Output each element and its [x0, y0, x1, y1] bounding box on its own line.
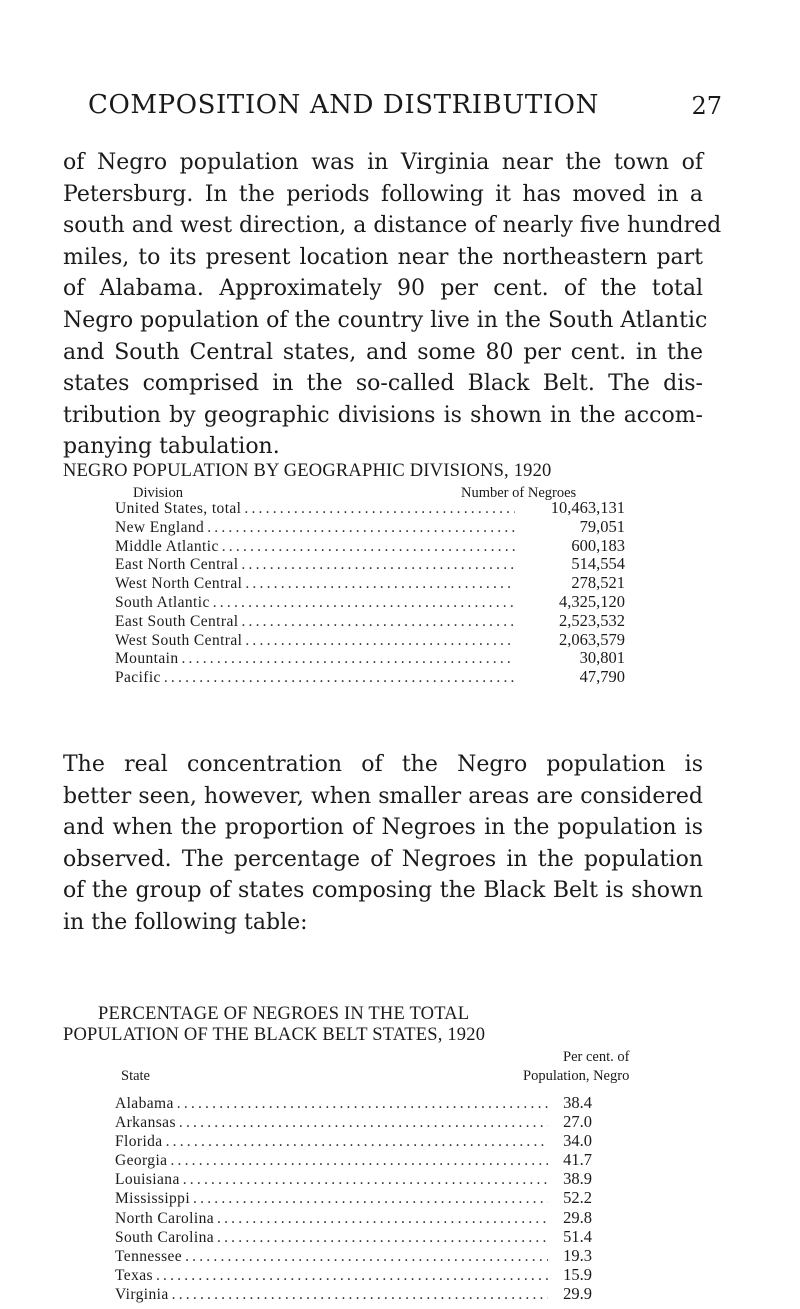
table-row	[115, 518, 625, 537]
table-row	[115, 612, 625, 631]
row-value: 19.3	[563, 1245, 592, 1265]
leader-dots	[166, 1132, 548, 1151]
table1	[115, 499, 625, 687]
row-label: United States, total	[115, 500, 242, 517]
leader-dots	[185, 1247, 548, 1266]
row-label: West North Central	[115, 575, 243, 593]
row-label: Georgia	[115, 1152, 168, 1170]
leader-dots	[241, 556, 515, 575]
row-label: Pacific	[115, 669, 161, 687]
table2-col-percent-line1: Per cent. of	[563, 1049, 630, 1065]
table1-col-division: Division	[133, 485, 183, 501]
paragraph-line: and when the proportion of Negroes in the population is	[63, 815, 703, 841]
table-row	[115, 1150, 592, 1169]
row-value: 30,801	[579, 648, 625, 668]
table-row	[115, 555, 625, 574]
row-label: Arkansas	[115, 1114, 176, 1132]
row-value: 278,521	[571, 573, 625, 593]
row-label: East North Central	[115, 556, 239, 574]
row-label: South Carolina	[115, 1228, 215, 1246]
table-row	[115, 631, 625, 650]
leader-dots	[222, 538, 515, 557]
table-row	[115, 649, 625, 668]
row-value: 2,063,579	[559, 629, 625, 649]
row-value: 38.9	[563, 1169, 592, 1189]
row-label: Middle Atlantic	[115, 537, 219, 555]
table-row	[115, 593, 625, 612]
table-row	[115, 1284, 592, 1303]
table-row	[115, 1093, 592, 1112]
row-label: Florida	[115, 1133, 163, 1151]
table-row	[115, 537, 625, 556]
paragraph-line: The real concentration of the Negro population is	[63, 752, 703, 777]
leader-dots	[172, 1285, 548, 1304]
row-value: 15.9	[563, 1264, 592, 1284]
row-label: North Carolina	[115, 1209, 215, 1227]
leader-dots	[156, 1266, 548, 1285]
table-row	[115, 1188, 592, 1207]
row-value: 10,463,131	[550, 498, 625, 517]
leader-dots	[170, 1151, 548, 1170]
row-value: 600,183	[571, 535, 625, 555]
row-label: Louisiana	[115, 1171, 180, 1189]
paragraph-line: of the group of states composing the Black Belt is shown	[63, 878, 703, 904]
table-row	[115, 1131, 592, 1150]
row-value: 514,554	[571, 554, 625, 574]
row-label: Tennessee	[115, 1247, 183, 1265]
paragraph-line: miles, to its present location near the northeastern part	[63, 244, 703, 270]
leader-dots	[183, 1170, 548, 1189]
row-label: East South Central	[115, 612, 239, 630]
table-row	[115, 499, 625, 518]
paragraph-line: in the following table:	[63, 909, 308, 935]
paragraph-line: Petersburg. In the periods following it has moved in a	[63, 181, 703, 207]
row-value: 34.0	[563, 1131, 592, 1151]
row-label: Alabama	[115, 1095, 174, 1112]
running-head	[88, 90, 722, 126]
leader-dots	[217, 1209, 548, 1228]
row-value: 29.9	[563, 1283, 592, 1303]
row-label: South Atlantic	[115, 593, 210, 611]
table-row	[115, 1208, 592, 1227]
running-head-title: COMPOSITION AND DISTRIBUTION	[88, 90, 599, 120]
page-number: 27	[691, 92, 722, 120]
row-label: Virginia	[115, 1285, 169, 1303]
paragraph-1	[63, 147, 722, 463]
row-label: Texas	[115, 1266, 153, 1284]
row-value: 52.2	[563, 1188, 592, 1208]
leader-dots	[244, 500, 515, 519]
table2-caption-line1: PERCENTAGE OF NEGROES IN THE TOTAL	[98, 1004, 470, 1024]
paragraph-line: observed. The percentage of Negroes in the population	[63, 846, 703, 872]
paragraph-line: south and west direction, a distance of nearly five hundred	[63, 213, 722, 239]
paragraph-line: of Negro population was in Virginia near the town of	[63, 150, 703, 175]
row-value: 29.8	[563, 1207, 592, 1227]
paragraph-line: states comprised in the so-called Black Belt. The dis-	[63, 371, 703, 397]
row-value: 2,523,532	[559, 610, 625, 630]
table-row	[115, 668, 625, 687]
leader-dots	[245, 632, 515, 651]
table-row	[115, 1169, 592, 1188]
table-row	[115, 574, 625, 593]
table-row	[115, 1227, 592, 1246]
row-value: 41.7	[563, 1150, 592, 1170]
table2-col-percent-line2: Population, Negro	[523, 1068, 630, 1084]
table-row	[115, 1112, 592, 1131]
row-value: 38.4	[563, 1093, 592, 1112]
paragraph-2	[63, 749, 703, 939]
table2-col-state: State	[121, 1068, 150, 1084]
row-value: 27.0	[563, 1112, 592, 1132]
row-value: 47,790	[579, 667, 625, 687]
row-label: New England	[115, 518, 205, 536]
paragraph-line: panying tabulation.	[63, 434, 280, 460]
row-value: 51.4	[563, 1226, 592, 1246]
paragraph-line: of Alabama. Approximately 90 per cent. of the total	[63, 276, 703, 302]
row-value: 79,051	[579, 516, 625, 536]
leader-dots	[179, 1113, 548, 1132]
table1-caption: NEGRO POPULATION BY GEOGRAPHIC DIVISIONS, 1920	[63, 461, 552, 481]
leader-dots	[217, 1228, 548, 1247]
leader-dots	[164, 669, 515, 688]
table-row	[115, 1265, 592, 1284]
paragraph-line: and South Central states, and some 80 per cent. in the	[63, 339, 703, 365]
leader-dots	[241, 613, 515, 632]
leader-dots	[213, 594, 515, 613]
table2	[115, 1093, 592, 1303]
paragraph-line: Negro population of the country live in the South Atlantic	[63, 307, 708, 333]
leader-dots	[177, 1094, 548, 1113]
leader-dots	[193, 1189, 548, 1208]
row-label: Mountain	[115, 650, 179, 668]
table2-caption-line2: POPULATION OF THE BLACK BELT STATES, 1920	[63, 1025, 486, 1045]
leader-dots	[181, 650, 515, 669]
leader-dots	[207, 519, 515, 538]
row-value: 4,325,120	[559, 591, 625, 611]
row-label: West South Central	[115, 631, 243, 649]
row-label: Mississippi	[115, 1190, 191, 1208]
leader-dots	[245, 575, 515, 594]
table-row	[115, 1246, 592, 1265]
paragraph-line: tribution by geographic divisions is shown in the accom-	[63, 402, 703, 428]
table1-col-number: Number of Negroes	[461, 485, 577, 501]
paragraph-line: better seen, however, when smaller areas are considered	[63, 783, 703, 809]
